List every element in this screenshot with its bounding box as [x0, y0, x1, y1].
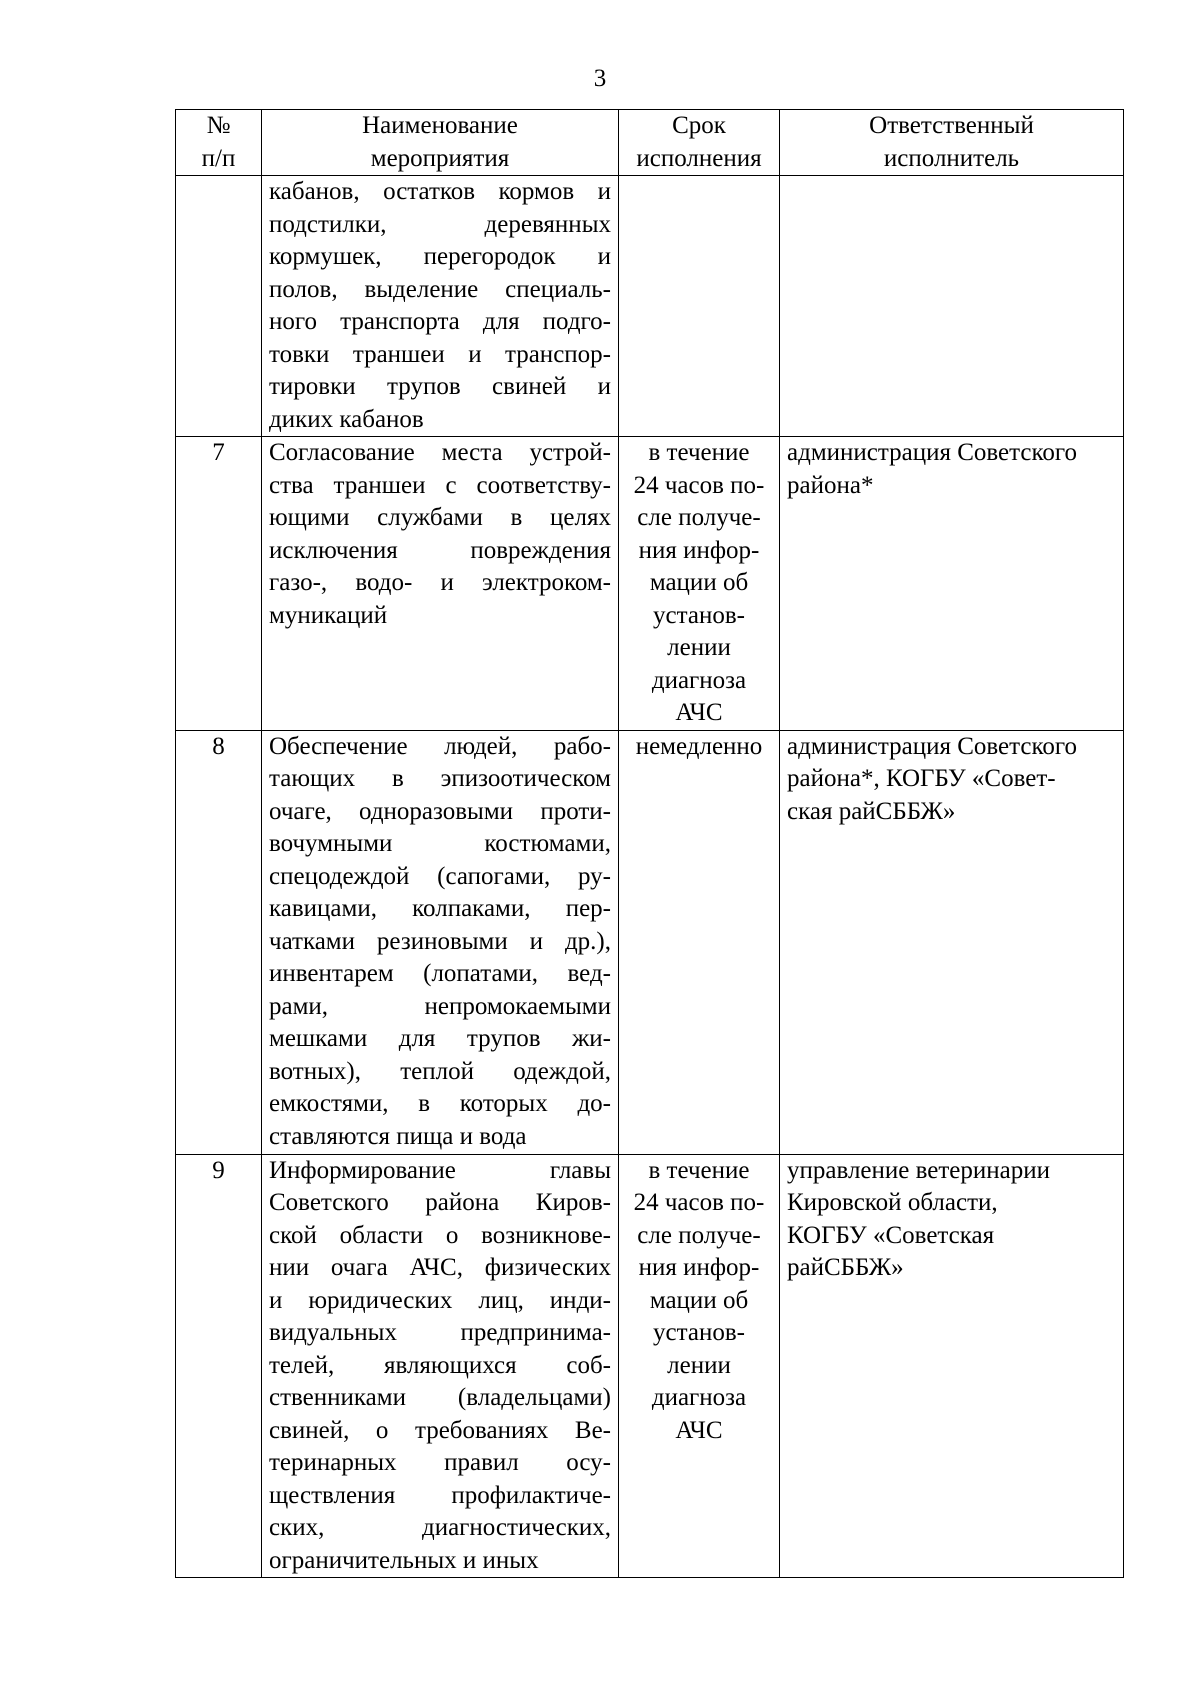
- cell-line: вотных), теплой одеждой,: [269, 1057, 611, 1085]
- deadline-cell: [619, 1154, 780, 1578]
- cell-line: диагноза: [651, 1384, 747, 1411]
- header-responsible: Ответственный исполнитель: [780, 110, 1124, 176]
- cell-line: АЧС: [675, 699, 723, 726]
- table-header-row: [176, 110, 1124, 176]
- cell-line: теринарных правил осу-: [269, 1449, 611, 1476]
- deadline-cell: [619, 437, 780, 731]
- cell-line: лении: [667, 1351, 731, 1379]
- cell-line: района*: [787, 471, 874, 499]
- cell-line: кормушек, перегородок и: [269, 243, 611, 270]
- responsible-cell: [780, 730, 1124, 1154]
- cell-line: ская райСББЖ»: [787, 797, 956, 825]
- cell-line: ской области о возникнове-: [269, 1221, 611, 1249]
- cell-line: рами, непромокаемыми: [269, 992, 611, 1020]
- deadline-cell: [619, 730, 780, 1154]
- cell-line: немедленно: [635, 732, 763, 760]
- cell-line: в течение: [648, 1156, 750, 1184]
- cell-line: Советского района Киров-: [269, 1189, 611, 1216]
- cell-line: телей, являющихся соб-: [269, 1351, 611, 1379]
- cell-line: ющими службами в целях: [269, 504, 611, 531]
- cell-line: ских, диагностических,: [269, 1514, 611, 1541]
- cell-line: диких кабанов: [269, 405, 424, 433]
- cell-line: исключения повреждения: [269, 536, 611, 564]
- row-number: [176, 176, 262, 437]
- cell-line: нии очага АЧС, физических: [269, 1254, 611, 1281]
- cell-line: управление ветеринарии: [787, 1156, 1051, 1184]
- cell-line: сле получе-: [637, 504, 761, 531]
- cell-line: мешками для трупов жи-: [269, 1025, 611, 1052]
- measure-name-cell: [262, 1154, 619, 1578]
- cell-line: райСББЖ»: [787, 1254, 904, 1281]
- cell-line: Согласование места устрой-: [269, 439, 611, 466]
- cell-line: видуальных предпринима-: [269, 1319, 611, 1346]
- cell-line: инвентарем (лопатами, вед-: [269, 960, 611, 987]
- cell-line: 24 часов по-: [633, 471, 765, 499]
- cell-line: ного транспорта для подго-: [269, 308, 611, 335]
- cell-line: Кировской области,: [787, 1189, 998, 1216]
- cell-line: свиней, о требованиях Ве-: [269, 1416, 611, 1444]
- cell-line: Информирование главы: [269, 1156, 611, 1184]
- measure-name-cell: [262, 176, 619, 437]
- cell-line: сле получе-: [637, 1221, 761, 1249]
- measure-name-cell: [262, 437, 619, 731]
- table-row: [176, 730, 1124, 1154]
- cell-line: ставляются пища и вода: [269, 1122, 527, 1150]
- cell-line: установ-: [653, 1319, 745, 1346]
- cell-line: чатками резиновыми и др.),: [269, 927, 611, 955]
- responsible-cell: [780, 176, 1124, 437]
- header-number: № п/п: [176, 110, 262, 176]
- cell-line: газо-, водо- и электроком-: [269, 569, 611, 596]
- cell-line: ства траншеи с соответству-: [269, 471, 611, 499]
- cell-line: ния инфор-: [638, 1254, 760, 1281]
- cell-line: ществления профилактиче-: [269, 1481, 611, 1509]
- cell-line: кавицами, колпаками, пер-: [269, 895, 611, 922]
- cell-line: спецодеждой (сапогами, ру-: [269, 862, 611, 890]
- row-number: 9: [176, 1154, 262, 1578]
- responsible-cell: [780, 437, 1124, 731]
- header-term: Срок исполнения: [619, 110, 780, 176]
- cell-line: администрация Советского: [787, 439, 1077, 466]
- row-number: 8: [176, 730, 262, 1154]
- cell-line: КОГБУ «Советская: [787, 1221, 995, 1249]
- cell-line: АЧС: [675, 1416, 723, 1444]
- cell-line: мации об: [649, 569, 749, 596]
- deadline-cell: [619, 176, 780, 437]
- measures-table: [175, 109, 1124, 1578]
- cell-line: емкостями, в которых до-: [269, 1090, 611, 1117]
- cell-line: администрация Советского: [787, 732, 1077, 760]
- cell-line: муникаций: [269, 601, 388, 629]
- cell-line: и юридических лиц, инди-: [269, 1286, 611, 1314]
- measure-name-cell: [262, 730, 619, 1154]
- cell-line: Обеспечение людей, рабо-: [269, 732, 611, 760]
- cell-line: полов, выделение специаль-: [269, 275, 611, 303]
- table-row: [176, 176, 1124, 437]
- cell-line: тировки трупов свиней и: [269, 373, 611, 400]
- cell-line: установ-: [653, 601, 745, 629]
- cell-line: ственниками (владельцами): [269, 1384, 611, 1411]
- cell-line: диагноза: [651, 666, 747, 694]
- page-number: 3: [593, 65, 607, 92]
- cell-line: вочумными костюмами,: [269, 830, 611, 857]
- row-number: 7: [176, 437, 262, 731]
- cell-line: в течение: [648, 439, 750, 466]
- header-name: Наименование мероприятия: [262, 110, 619, 176]
- cell-line: мации об: [649, 1286, 749, 1314]
- cell-line: ния инфор-: [638, 536, 760, 564]
- cell-line: кабанов, остатков кормов и: [269, 178, 611, 205]
- cell-line: района*, КОГБУ «Совет-: [787, 765, 1056, 792]
- cell-line: очаге, одноразовыми проти-: [269, 797, 611, 825]
- cell-line: ограничительных и иных: [269, 1546, 539, 1574]
- cell-line: подстилки, деревянных: [269, 210, 611, 238]
- table-row: [176, 437, 1124, 731]
- cell-line: 24 часов по-: [633, 1189, 765, 1216]
- cell-line: лении: [667, 634, 731, 661]
- cell-line: товки траншеи и транспор-: [269, 340, 611, 368]
- cell-line: тающих в эпизоотическом: [269, 765, 611, 792]
- table-row: [176, 1154, 1124, 1578]
- responsible-cell: [780, 1154, 1124, 1578]
